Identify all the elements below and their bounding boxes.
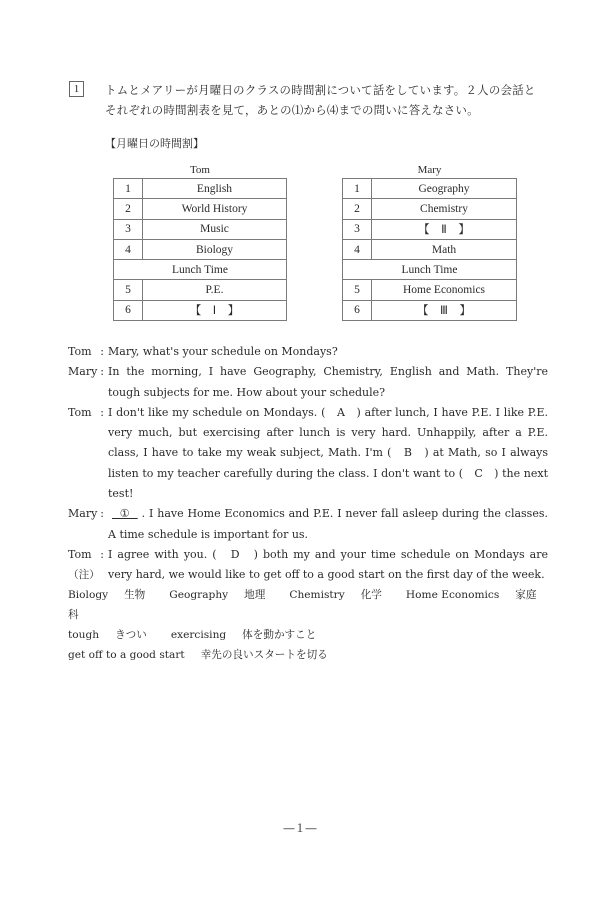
speaker-colon: : — [100, 365, 104, 379]
mary-table — [342, 178, 517, 321]
answer-blank: ① — [112, 507, 138, 521]
period-cell: 1 — [343, 179, 372, 199]
table-row — [114, 280, 287, 300]
subject-cell: 【 Ⅱ 】 — [372, 219, 517, 239]
mary-timetable — [342, 162, 517, 321]
lunch-row — [343, 260, 517, 280]
speaker-label — [68, 362, 108, 403]
subject-cell: 【 Ⅲ 】 — [372, 300, 517, 320]
subject-cell: English — [143, 179, 287, 199]
subject-cell: Home Economics — [372, 280, 517, 300]
dialogue-text: In the morning, I have Geography, Chemistry, English and Math. They're tough subjects for me. How about your schedule? — [108, 365, 548, 399]
lunch-cell: Lunch Time — [114, 260, 287, 280]
question-number-box: 1 — [69, 81, 84, 97]
table-row — [114, 300, 287, 320]
speaker-name: Mary — [68, 507, 98, 521]
period-cell: 4 — [343, 239, 372, 259]
period-cell: 1 — [114, 179, 143, 199]
speaker-name: Mary — [68, 365, 98, 379]
dialogue-line — [68, 403, 548, 504]
subject-cell: 【 Ⅰ 】 — [143, 300, 287, 320]
period-cell: 3 — [114, 219, 143, 239]
table-row — [343, 300, 517, 320]
subject-cell: Music — [143, 219, 287, 239]
speaker-colon: : — [100, 405, 104, 419]
dialogue-text: I don't like my schedule on Mondays. ( A ) after lunch, I have P.E. I like P.E. very much, but exercising after lunch is very hard. Unhappily, after a P.E. class, I have to take my weak subject, Math. I'm ( B ) at Math, so I always listen to my teacher carefully during the class. I don't want to ( C ) the next test! — [108, 405, 548, 501]
lunch-cell: Lunch Time — [343, 260, 517, 280]
table-row — [114, 239, 287, 259]
table-row — [343, 219, 517, 239]
note-translation: 化学 — [360, 589, 382, 601]
table-row — [343, 199, 517, 219]
note-term: Biology — [68, 589, 109, 601]
subject-cell: Chemistry — [372, 199, 517, 219]
note-translation: 家庭科 — [68, 589, 537, 621]
question-instruction: トムとメアリーが月曜日のクラスの時間割について話をしています。２人の会話とそれぞれの時間割表を見て，あとの⑴から⑷までの問いに答えなさい。 — [105, 83, 536, 117]
period-cell: 5 — [343, 280, 372, 300]
mary-table-name: Mary — [417, 164, 442, 176]
period-cell: 6 — [343, 300, 372, 320]
table-row — [343, 239, 517, 259]
notes-row — [68, 585, 548, 625]
subject-cell: Math — [372, 239, 517, 259]
speaker-name: Tom — [68, 547, 92, 561]
notes-row — [68, 625, 548, 645]
note-term: get off to a good start — [68, 649, 185, 661]
notes-row — [68, 645, 548, 665]
speaker-label — [68, 504, 108, 545]
glossary-notes — [68, 565, 548, 665]
note-term: Home Economics — [405, 589, 500, 601]
note-translation: 体を動かすこと — [242, 629, 317, 641]
dialogue-line — [68, 362, 548, 403]
note-term: tough — [68, 629, 100, 641]
table-row — [343, 179, 517, 199]
speaker-colon: : — [100, 547, 104, 561]
note-translation: 生物 — [124, 589, 146, 601]
subject-cell: Biology — [143, 239, 287, 259]
note-translation: きつい — [115, 629, 147, 641]
speaker-name: Tom — [68, 345, 92, 358]
dialogue-line — [68, 504, 548, 545]
table-row — [343, 280, 517, 300]
speaker-label — [68, 403, 108, 504]
lunch-row — [114, 260, 287, 280]
note-term: exercising — [170, 629, 227, 641]
dialogue-line — [68, 342, 548, 362]
page-number: ―１― — [283, 822, 317, 835]
speaker-name: Tom — [68, 405, 92, 419]
notes-label: （注） — [68, 569, 100, 581]
period-cell: 4 — [114, 239, 143, 259]
table-row — [114, 219, 287, 239]
speaker-colon: : — [100, 507, 104, 521]
tom-table — [113, 178, 287, 321]
period-cell: 3 — [343, 219, 372, 239]
dialogue-text: Mary, what's your schedule on Mondays? — [108, 345, 338, 358]
note-translation: 幸先の良いスタートを切る — [200, 649, 328, 661]
table-row — [114, 199, 287, 219]
note-translation: 地理 — [244, 589, 266, 601]
subject-cell: P.E. — [143, 280, 287, 300]
dialogue-text: I agree with you. ( D ) both my and your time schedule on Mondays are very hard, we would like to get off to a good start on the first day of the week. — [108, 547, 548, 582]
tom-table-name: Tom — [189, 164, 210, 176]
period-cell: 5 — [114, 280, 143, 300]
period-cell: 6 — [114, 300, 143, 320]
subject-cell: World History — [143, 199, 287, 219]
period-cell: 2 — [114, 199, 143, 219]
speaker-label — [68, 342, 108, 362]
period-cell: 2 — [343, 199, 372, 219]
speaker-colon: : — [100, 345, 104, 358]
table-row — [114, 179, 287, 199]
subject-cell: Geography — [372, 179, 517, 199]
dialogue-text: ① . I have Home Economics and P.E. I never fall asleep during the classes. A time schedule is important for us. — [108, 507, 548, 541]
dialogue — [68, 342, 548, 586]
tom-timetable — [113, 162, 287, 321]
note-term: Chemistry — [289, 589, 345, 601]
note-term: Geography — [169, 589, 229, 601]
timetable-title: 【月曜日の時間割】 — [105, 137, 204, 150]
